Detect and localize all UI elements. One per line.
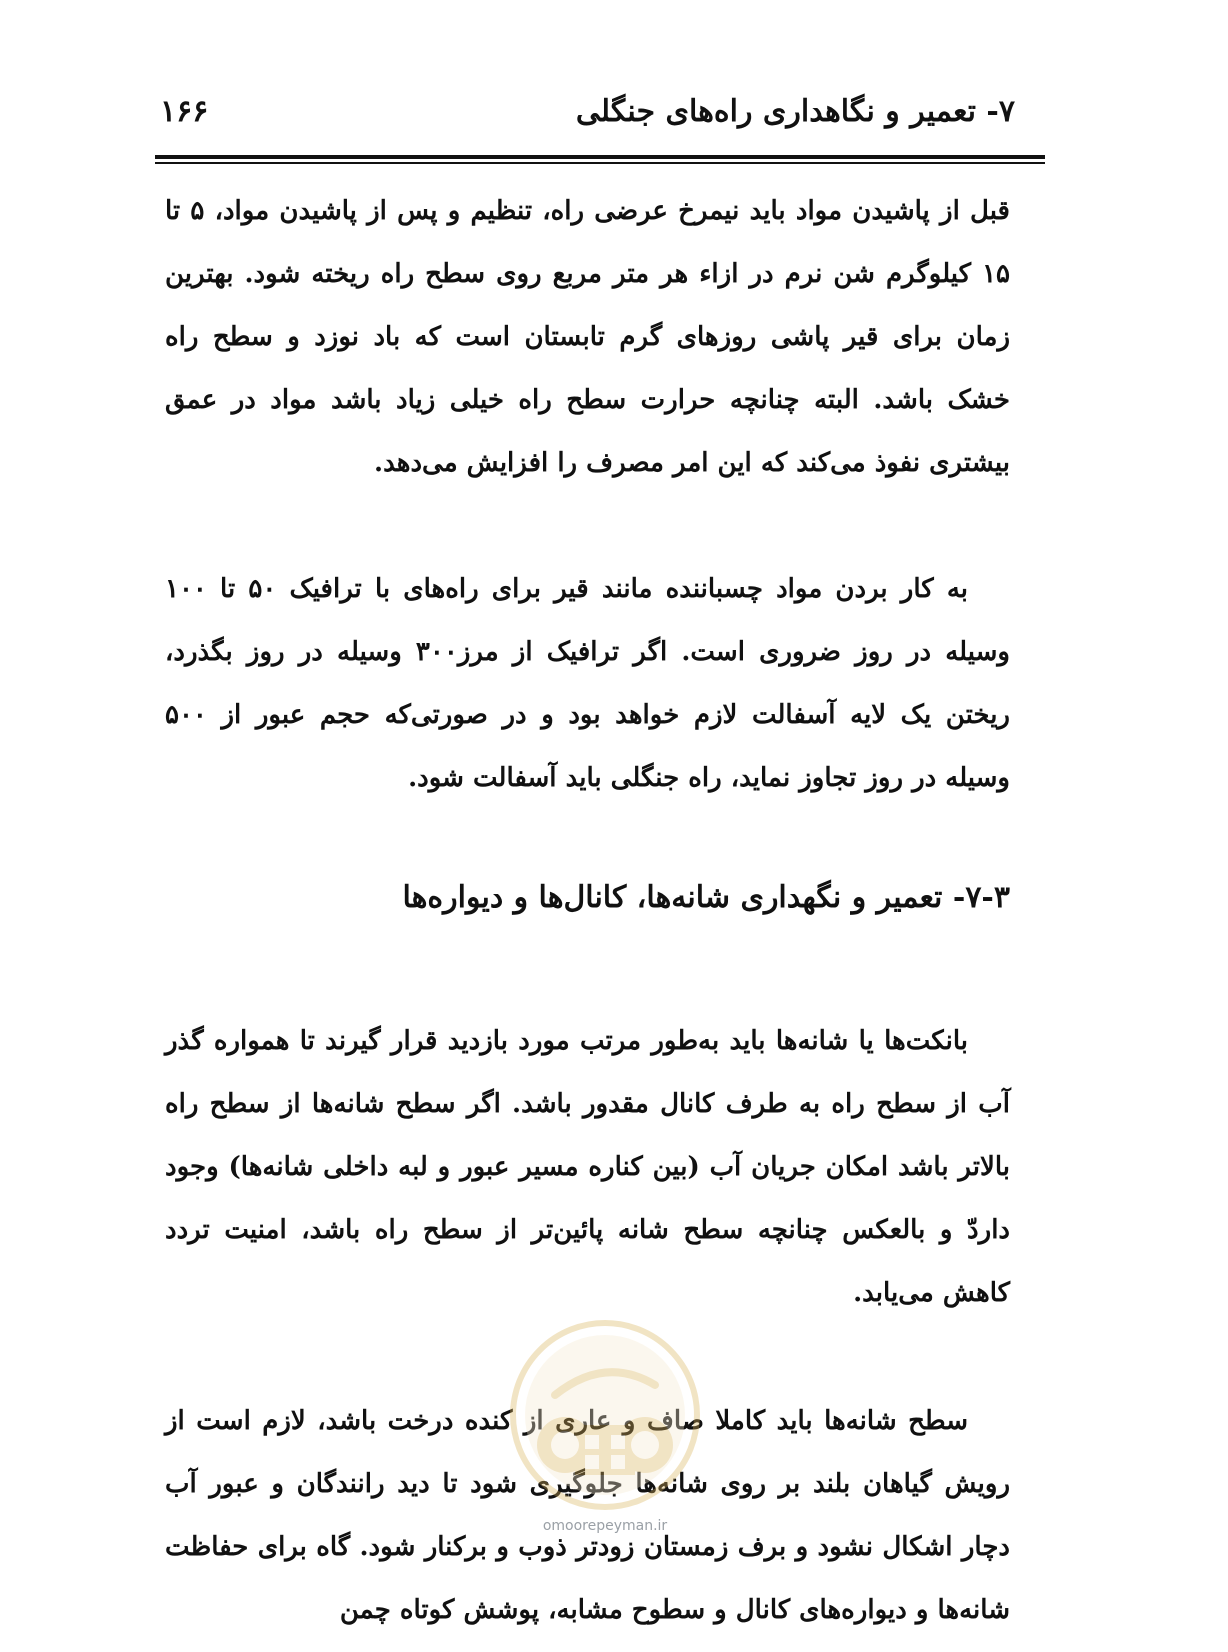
paragraph-text: بانکت‌ها یا شانه‌ها باید به‌طور مرتب مورد بازدید قرار گیرند تا همواره گذر آب از سطح راه به طرف کانال مقدور باشد. اگر سطح شانه‌ها از سطح راه بالاتر باشد امکان جریان آب (بین کناره مسیر عبور و لبه داخلی شانه‌ها) وجود داردّ و بالعکس چنانچه سطح شانه پائین‌تر از سطح راه باشد، امنیت تردد کاهش می‌یابد. (165, 1026, 1010, 1308)
paragraph-text: به کار بردن مواد چسباننده مانند قیر برای راه‌های با ترافیک ۵۰ تا ۱۰۰ وسیله در روز ضروری است. اگر ترافیک از مرز۳۰۰ وسیله در روز بگذرد، ریختن یک لایه آسفالت لازم خواهد بود و در صورتی‌که حجم عبور از ۵۰۰ وسیله در روز تجاوز نماید، راه جنگلی باید آسفالت شود. (165, 574, 1010, 793)
page-number: ۱۶۶ (160, 93, 209, 129)
watermark-url: omoorepeyman.ir (542, 1518, 668, 1534)
page-header (160, 86, 1015, 136)
paragraph-2 (165, 558, 1010, 810)
paragraph-text: سطح شانه‌ها باید کاملا صاف و عاری از کنده درخت باشد، لازم است از رویش گیاهان بلند بر روی شانه‌ها جلوگیری شود تا دید رانندگان و عبور آب دچار اشکال نشود و برف زمستان زودتر ذوب و برکنار شود. گاه برای حفاظت شانه‌ها و دیواره‌های کانال و سطوح مشابه، پوشش کوتاه چمن (165, 1406, 1010, 1625)
paragraph-text: قبل از پاشیدن مواد باید نیمرخ عرضی راه، تنظیم و پس از پاشیدن مواد، ۵ تا ۱۵ کیلوگرم شن نرم در ازاء هر متر مربع روی سطح راه ریخته شود. بهترین زمان برای قیر پاشی روزهای گرم تابستان است که باد نوزد و سطح راه خشک باشد. البته چنانچه حرارت سطح راه خیلی زیاد باشد مواد در عمق بیشتری نفوذ می‌کند که این امر مصرف را افزایش می‌دهد. (165, 196, 1010, 478)
header-rule-thick (155, 155, 1045, 159)
paragraph-3 (165, 1010, 1010, 1325)
paragraph-1 (165, 180, 1010, 495)
paragraph-4 (165, 1390, 1010, 1642)
header-rule-thin (155, 162, 1045, 164)
section-heading: ۷-۳- تعمیر و نگهداری شانه‌ها، کانال‌ها و دیواره‌ها (402, 880, 1010, 915)
chapter-title: ۷- تعمیر و نگاهداری راه‌های جنگلی (575, 93, 1015, 129)
